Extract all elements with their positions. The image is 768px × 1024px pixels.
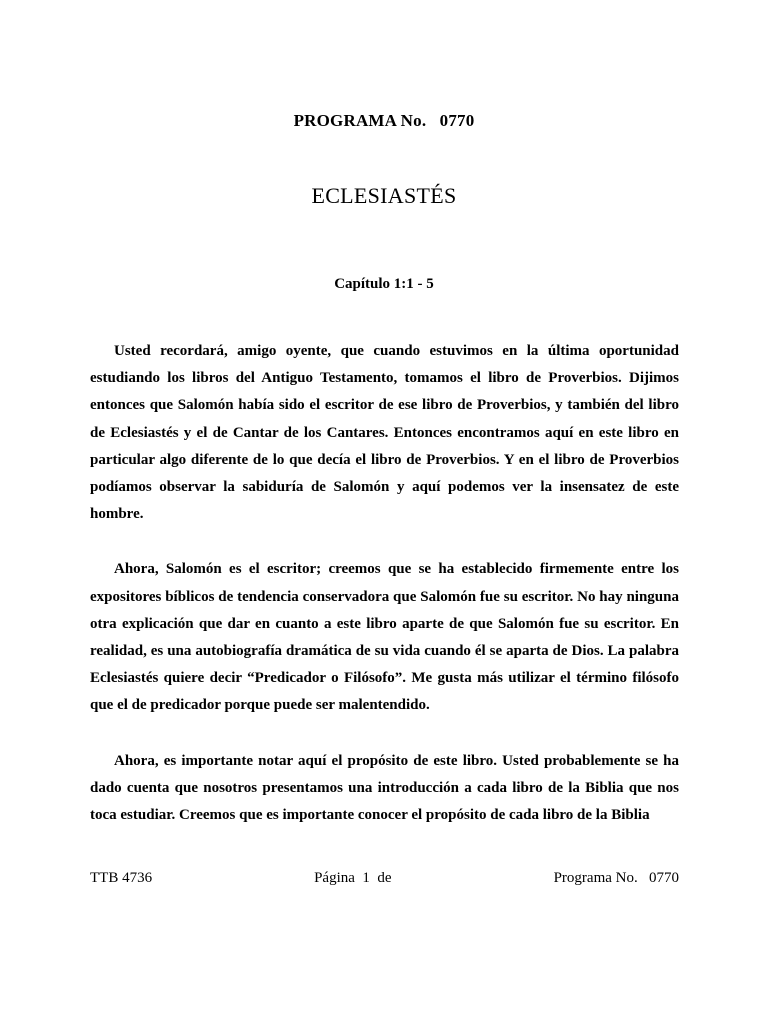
footer-page-number: Página 1 de	[314, 870, 392, 886]
paragraph-1: Usted recordará, amigo oyente, que cuando estuvimos en la última oportunidad estudiando los libros del Antiguo Testamento, tomamos el libro de Proverbios. Dijimos entonces que Salomón había sido el escritor de ese libro de Proverbios, y también del libro de Eclesiastés y el de Cantar de los Cantares. Entonces encontramos aquí en este libro en particular algo diferente de lo que decía el libro de Proverbios. Y en el libro de Proverbios podíamos observar la sabiduría de Salomón y aquí podemos ver la insensatez de este hombre.	[90, 343, 679, 523]
program-number-heading	[0, 111, 768, 131]
paragraph-3: Ahora, es importante notar aquí el propósito de este libro. Usted probablemente se ha dado cuenta que nosotros presentamos una introducción a cada libro de la Biblia que nos toca estudiar. Creemos que es importante conocer el propósito de cada libro de la Biblia	[90, 752, 679, 824]
paragraph-2: Ahora, Salomón es el escritor; creemos que se ha establecido firmemente entre los expositores bíblicos de tendencia conservadora que Salomón fue su escritor. No hay ninguna otra explicación que dar en cuanto a este libro aparte de que Salomón fue su escritor. En realidad, es una autobiografía dramática de su vida cuando él se aparta de Dios. La palabra Eclesiastés quiere decir “Predicador o Filósofo”. Me gusta más utilizar el término filósofo que el de predicador porque puede ser malentendido.	[90, 561, 679, 714]
chapter-reference: Capítulo 1:1 - 5	[334, 276, 434, 292]
body-text	[90, 338, 679, 829]
program-number-text: PROGRAMA No. 0770	[293, 111, 475, 130]
book-title: ECLESIASTÉS	[311, 183, 457, 208]
footer-document-code: TTB 4736	[90, 870, 153, 886]
footer-program-number: Programa No. 0770	[553, 870, 679, 886]
page-footer	[90, 870, 679, 887]
